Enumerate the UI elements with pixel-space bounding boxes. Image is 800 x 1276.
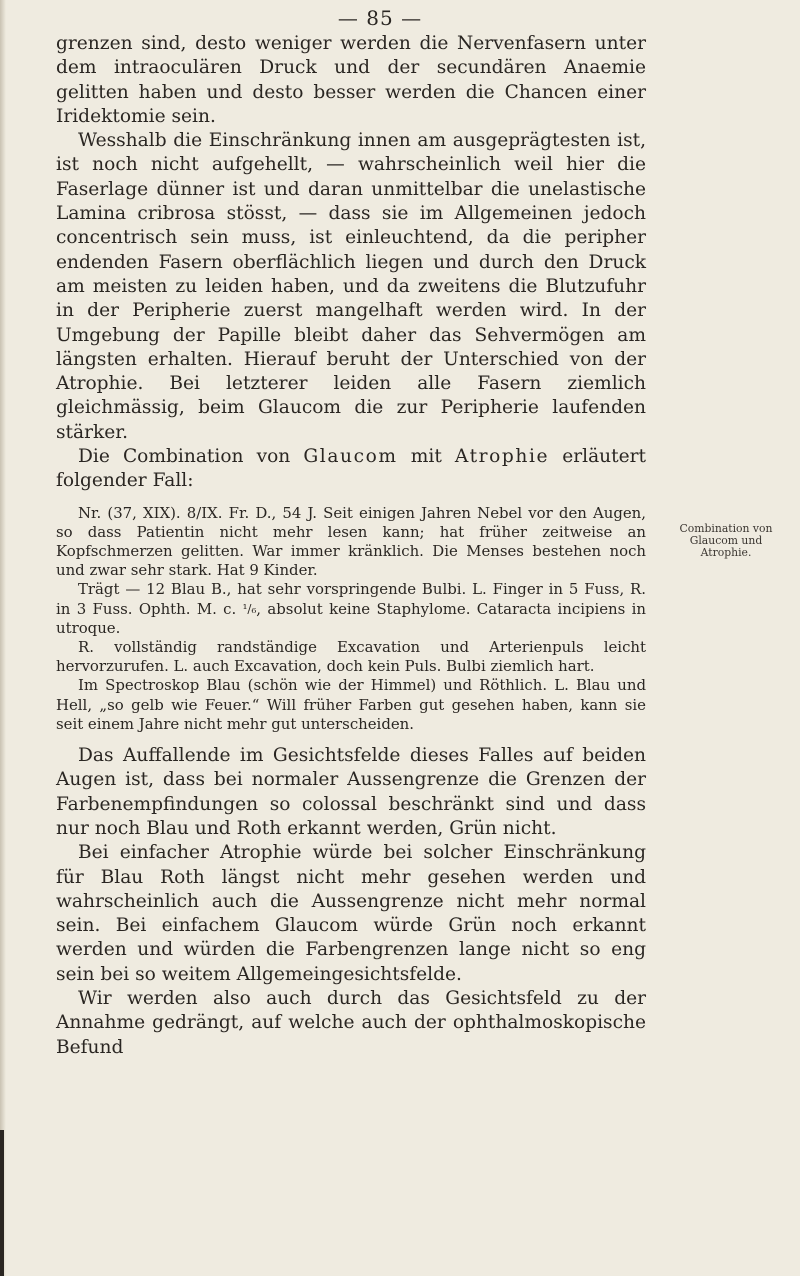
case-report-excavation: R. vollständig randständige Excavation und Arterienpuls leicht hervorzurufen. L. auch Excavation, doch kein Puls. Bulbi ziemlich hart.	[56, 638, 646, 676]
margin-note	[656, 523, 796, 559]
paragraph-auffallende: Das Auffallende im Gesichtsfelde dieses Falles auf beiden Augen ist, dass bei normaler Aussengrenze die Grenzen der Farbenempfindungen so colossal beschränkt sind und dass nur noch Blau und Roth erkannt werden, Grün nicht.	[56, 745, 646, 839]
combination-text-before: Die Combination von	[78, 446, 304, 468]
paragraph-combination	[56, 445, 646, 494]
margin-note-line2: Glaucom und	[689, 534, 763, 547]
fraction-value: ¹/₆	[242, 601, 257, 616]
main-text	[56, 32, 646, 1060]
case-report-history: Nr. (37, XIX). 8/IX. Fr. D., 54 J. Seit einigen Jahren Nebel vor den Augen, so dass Patientin nicht mehr lesen kann; hat früher zeitweise an Kopfschmerzen gelitten. War immer kränklich. Die Menses bestehen noch und zwar sehr stark. Hat 9 Kinder.	[56, 503, 646, 580]
margin-note-line3: Atrophie.	[700, 546, 752, 559]
term-glaucom: Glaucom	[303, 446, 398, 468]
term-atrophie: Atrophie	[454, 446, 550, 468]
combination-text-after: erläutert folgender Fall:	[56, 446, 646, 492]
page-number: — 85 —	[337, 6, 423, 30]
paragraph-annahme: Wir werden also auch durch das Gesichtsfeld zu der Annahme gedrängt, auf welche auch der ophthalmoskopische Befund	[56, 988, 646, 1058]
case-report-findings	[56, 580, 646, 638]
combination-text-middle: mit	[397, 446, 455, 468]
case-report-spectroscope: Im Spectroskop Blau (schön wie der Himmel) und Röthlich. L. Blau und Hell, „so gelb wie Feuer.“ Will früher Farben gut gesehen haben, kann sie seit einem Jahre nicht mehr gut unterscheiden.	[56, 676, 646, 733]
paragraph-einschraenkung: Wesshalb die Einschränkung innen am ausgeprägtesten ist, ist noch nicht aufgehellt, — wahrscheinlich weil hier die Faserlage dünner ist und daran unmittelbar die unelastische Lamina cribrosa stösst, — dass sie im Allgemeinen jedoch concentrisch sein muss, ist einleuchtend, da die peripher endenden Fasern oberflächlich liegen und durch den Druck am meisten zu leiden haben, und da zweitens die Blutzufuhr in der Peripherie zuerst mangelhaft werden wird. In der Umgebung der Papille bleibt daher das Sehvermögen am längsten erhalten. Hierauf beruht der Unterschied von der Atrophie. Bei letzterer leiden alle Fasern ziemlich gleichmässig, beim Glaucom die zur Peripherie laufenden stärker.	[56, 130, 646, 443]
case-report-findings-after: , absolut keine Staphylome. Cataracta incipiens in utroque.	[56, 599, 647, 637]
page-edge-shadow	[0, 1130, 4, 1276]
case-report-findings-before: Trägt — 12 Blau B., hat sehr vorspringende Bulbi. L. Finger in 5 Fuss, R. in 3 Fuss. Ophth. M. c.	[56, 580, 646, 618]
paragraph-einfache-atrophie: Bei einfacher Atrophie würde bei solcher Einschränkung für Blau Roth längst nicht mehr gesehen werden und wahrscheinlich auch die Aussengrenze nicht mehr normal sein. Bei einfachem Glaucom würde Grün noch erkannt werden und würden die Farbengrenzen lange nicht so eng sein bei so weitem Allgemeingesichtsfelde.	[56, 842, 646, 985]
page-edge	[0, 0, 6, 1276]
margin-note-line1: Combination von	[679, 522, 773, 535]
paragraph-continuation: grenzen sind, desto weniger werden die Nervenfasern unter dem intraoculären Druck und der secundären Anaemie gelitten haben und desto besser werden die Chancen einer Iridektomie sein.	[56, 33, 646, 127]
case-report	[56, 504, 646, 734]
